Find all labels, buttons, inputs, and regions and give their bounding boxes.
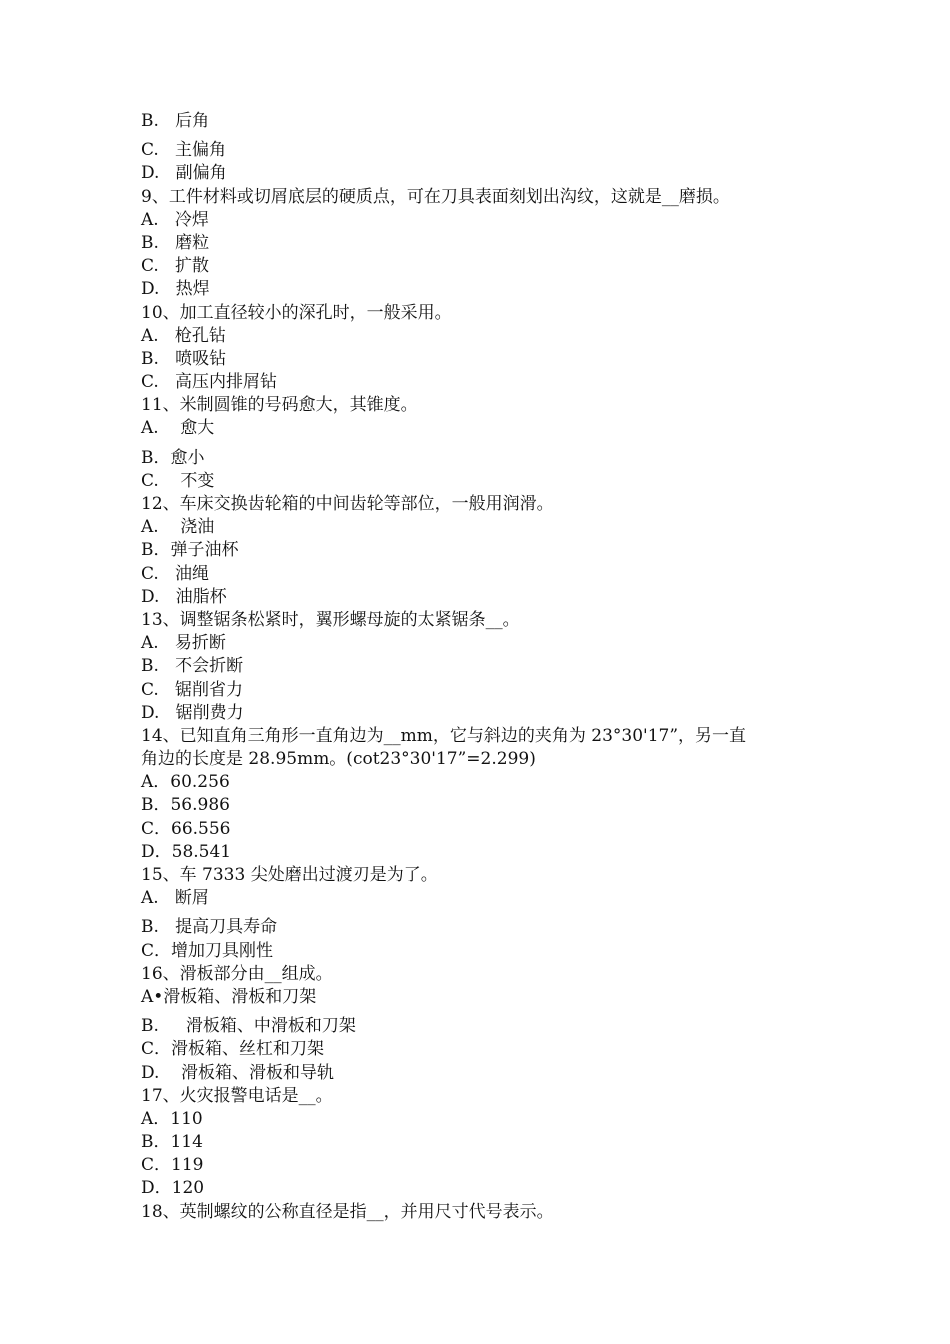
option-line: A•滑板箱、滑板和刀架 xyxy=(141,986,317,1007)
option-line: A．60.256 xyxy=(141,772,230,793)
question-14-cont: 角边的长度是 28.95mm。(cot23°30'17”=2.299) xyxy=(141,749,536,770)
option-line: B. 不会折断 xyxy=(141,656,244,677)
option-line: C．66.556 xyxy=(141,818,231,839)
option-line: A. 易折断 xyxy=(141,633,226,654)
option-line: D. 锯削费力 xyxy=(141,702,244,723)
option-d-line: D. 副偏角 xyxy=(141,163,227,184)
option-line: A. 断屑 xyxy=(141,888,209,909)
option-line: B．114 xyxy=(141,1132,203,1153)
option-line: C. 扩散 xyxy=(141,256,210,277)
option-line: C. 不变 xyxy=(141,470,215,491)
option-line: C. 高压内排屑钻 xyxy=(141,372,278,393)
option-line: A. 枪孔钻 xyxy=(141,325,226,346)
question-18: 18、英制螺纹的公称直径是指__，并用尺寸代号表示。 xyxy=(141,1201,554,1222)
option-line: A. 冷焊 xyxy=(141,209,209,230)
option-line: D. 热焊 xyxy=(141,279,210,300)
option-c-line: C. 主偏角 xyxy=(141,140,227,161)
option-line: B. 喷吸钻 xyxy=(141,348,227,369)
option-line: C．119 xyxy=(141,1155,204,1176)
question-17: 17、火灾报警电话是__。 xyxy=(141,1085,333,1106)
option-line: D．120 xyxy=(141,1178,205,1199)
question-10: 10、加工直径较小的深孔时，一般采用。 xyxy=(141,302,452,323)
option-line: C. 油绳 xyxy=(141,563,210,584)
option-line: B．56.986 xyxy=(141,795,230,816)
question-13: 13、调整锯条松紧时，翼形螺母旋的太紧锯条__。 xyxy=(141,609,520,630)
option-line: B. 磨粒 xyxy=(141,232,210,253)
option-line: C．滑板箱、丝杠和刀架 xyxy=(141,1039,325,1060)
option-line: B. 滑板箱、中滑板和刀架 xyxy=(141,1016,356,1037)
option-line: A. 愈大 xyxy=(141,418,215,439)
question-11: 11、米制圆锥的号码愈大，其锥度。 xyxy=(141,395,418,416)
option-line: C. 锯削省力 xyxy=(141,679,244,700)
option-line: A. 浇油 xyxy=(141,517,215,538)
question-12: 12、车床交换齿轮箱的中间齿轮等部位，一般用润滑。 xyxy=(141,494,554,514)
question-9: 9、工件材料或切屑底层的硬质点，可在刀具表面刻划出沟纹，这就是__磨损。 xyxy=(141,186,730,207)
option-line: A．110 xyxy=(141,1108,203,1129)
option-line: B．愈小 xyxy=(141,447,205,468)
question-14: 14、已知直角三角形一直角边为__mm，它与斜边的夹角为 23°30'17”，另一直 xyxy=(141,725,747,746)
question-list xyxy=(141,110,821,1224)
option-line: B．弹子油杯 xyxy=(141,540,239,561)
option-line: C．增加刀具刚性 xyxy=(141,940,274,961)
option-line: D．58.541 xyxy=(141,841,232,862)
option-line: B. 提高刀具寿命 xyxy=(141,917,278,938)
question-16: 16、滑板部分由__组成。 xyxy=(141,963,333,984)
option-line: D. 滑板箱、滑板和导轨 xyxy=(141,1062,335,1083)
option-b-line: B. 后角 xyxy=(141,111,210,131)
option-line: D. 油脂杯 xyxy=(141,586,227,607)
question-15: 15、车 7333 尖处磨出过渡刃是为了。 xyxy=(141,865,438,885)
